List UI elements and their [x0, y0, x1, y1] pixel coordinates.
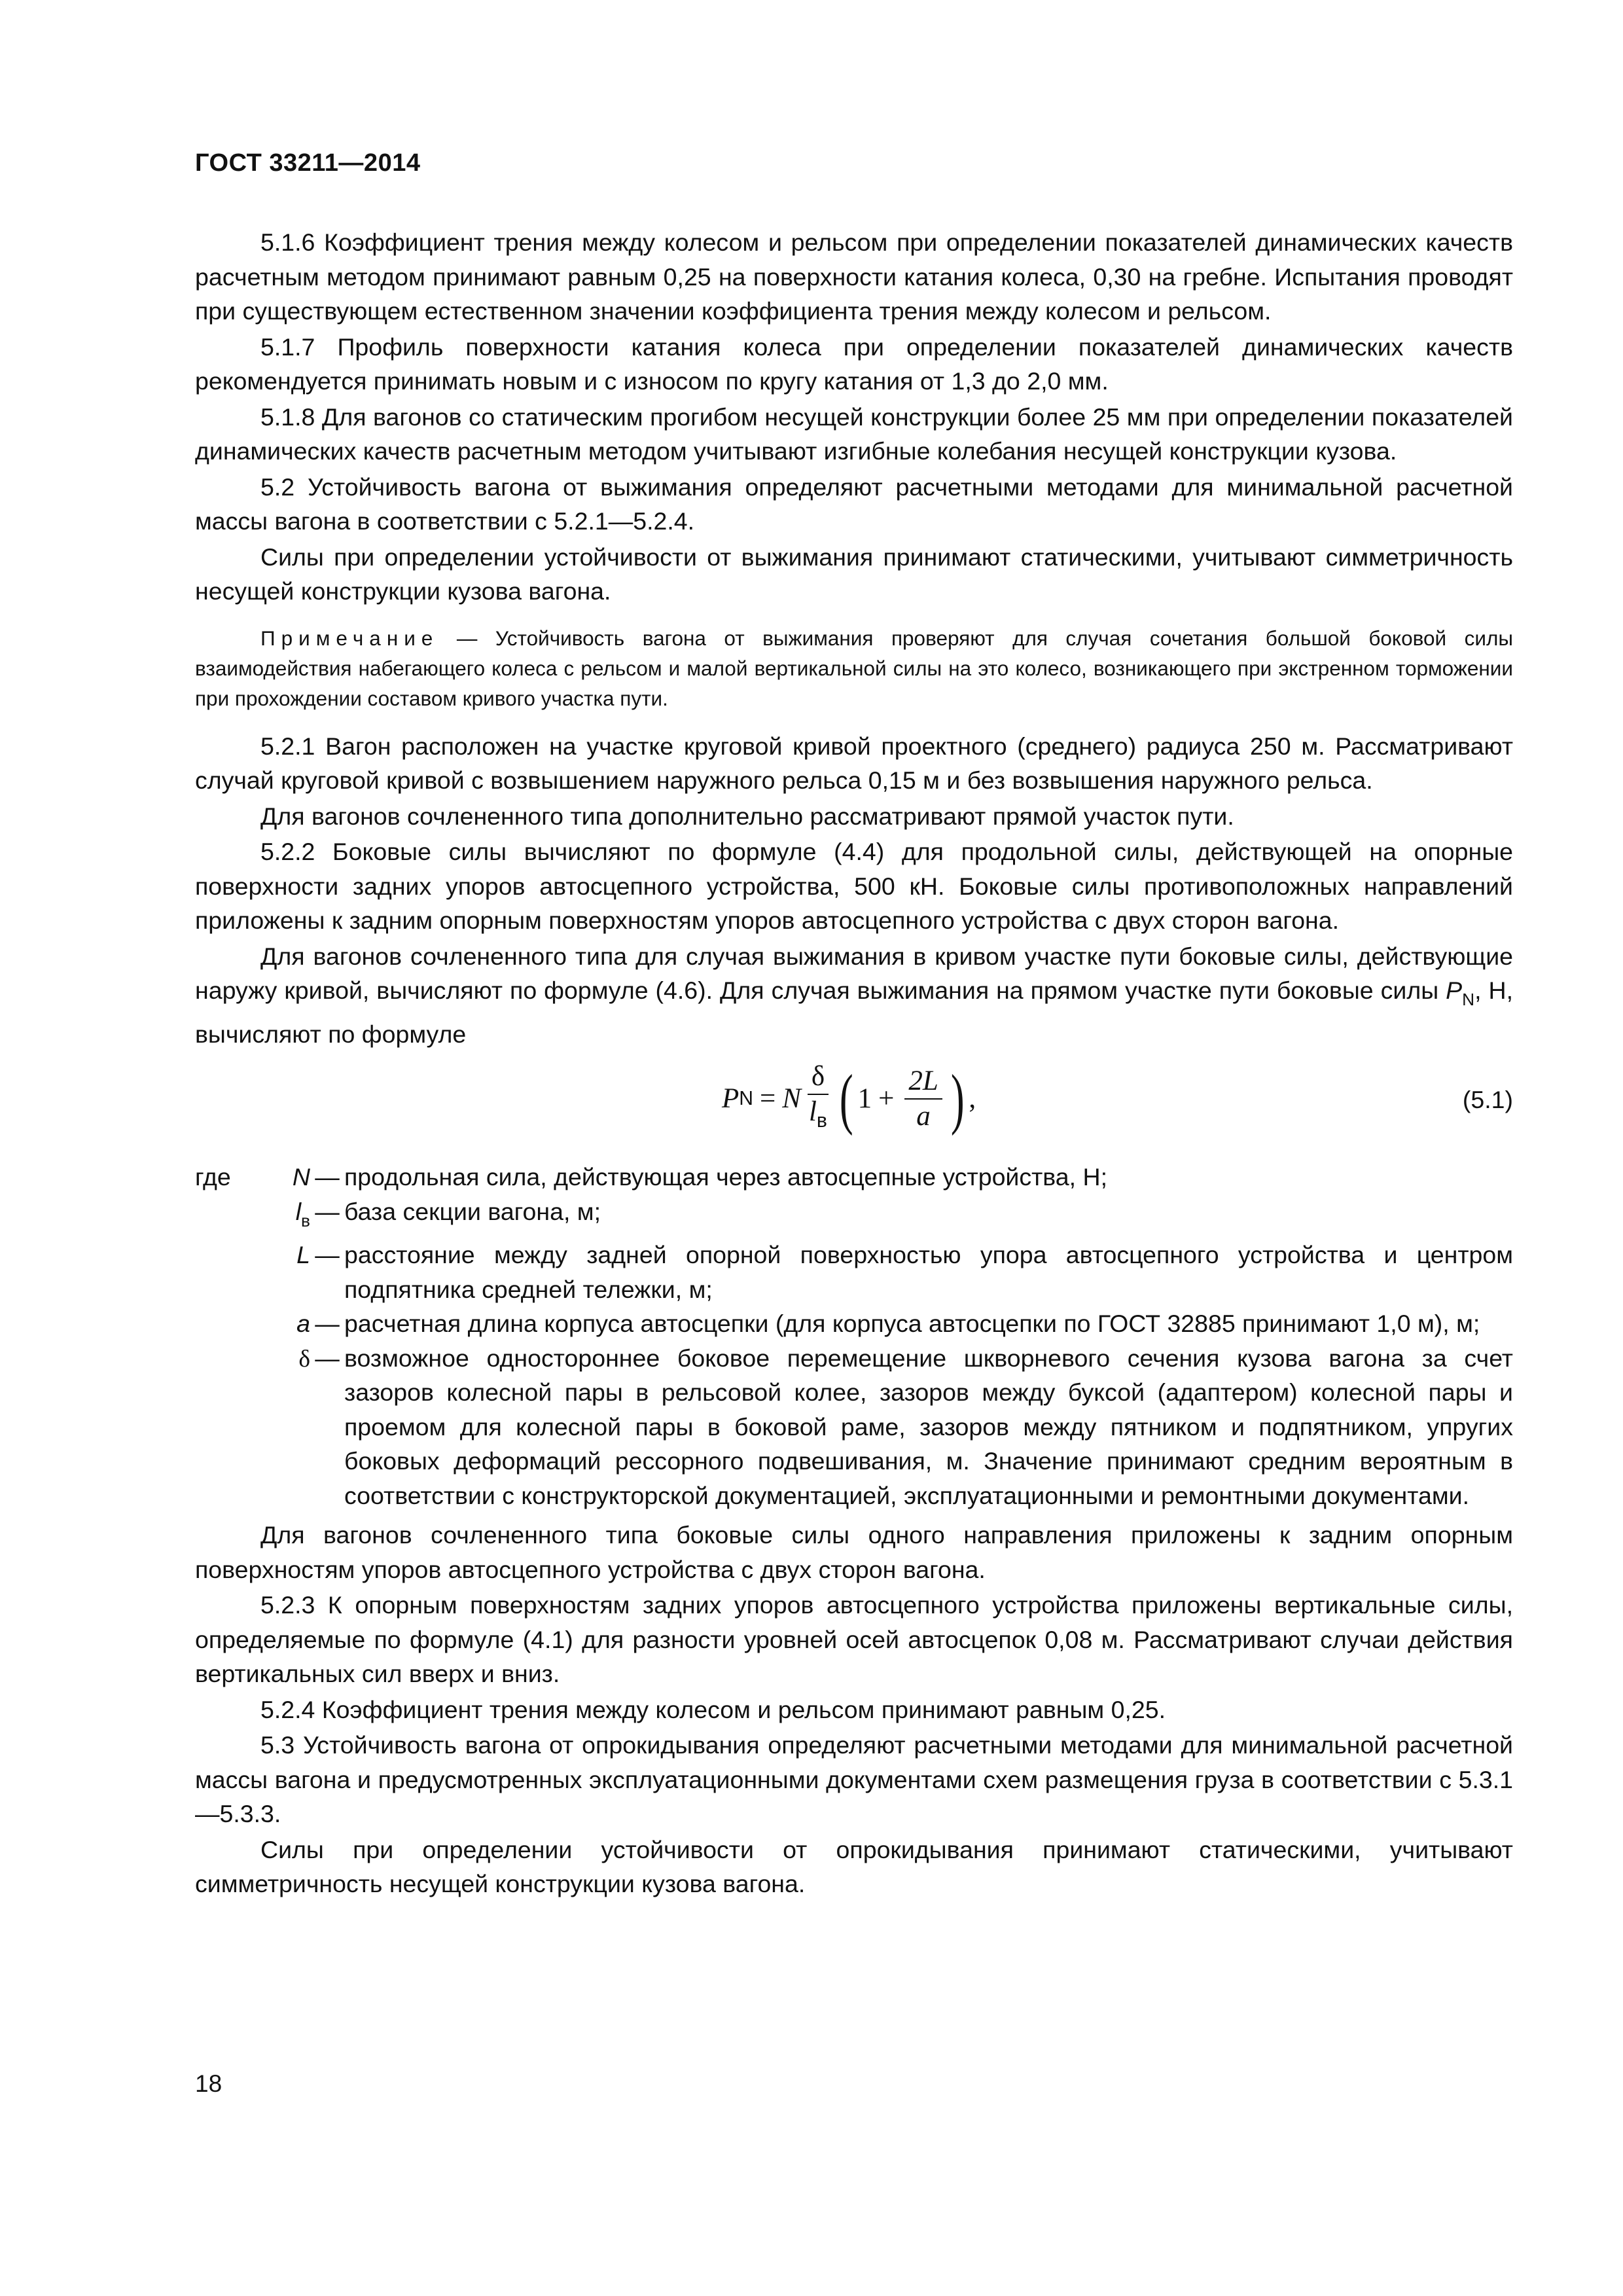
note-label: Примечание — [260, 626, 439, 650]
clause-5-1-8: 5.1.8 Для вагонов со статическим прогибом несущей конструкции более 25 мм при определении показателей динамических качеств расчетным методом учитывают изгибные колебания несущей конструкции кузова. — [195, 403, 1513, 465]
definition-item: где N — продольная сила, действующая через автосцепные устройства, Н; — [195, 1163, 1107, 1191]
clause-5-3: 5.3 Устойчивость вагона от опрокидывания определяют расчетными методами для минимальной расчетной массы вагона и предусмотренных эксплуатационными документами схем размещения груза в соответствии с 5.3.1—5.3.3. — [195, 1731, 1513, 1827]
clause-5-2-2: 5.2.2 Боковые силы вычисляют по формуле (4.4) для продольной силы, действующей на опорные поверхности задних упоров автосцепного устройства, 500 кН. Боковые силы противоположных направлений приложены к задним опорным поверхностям упоров автосцепного устройства с двух сторон вагона. — [195, 838, 1513, 934]
fraction-delta-over-l: $\frac{\delta}{l_в}$ — [805, 1061, 831, 1137]
note — [195, 623, 1513, 713]
formula-5-1 — [195, 1052, 1513, 1151]
clause-5-1-7: 5.1.7 Профиль поверхности катания колеса при определении показателей динамических качеств рекомендуется принимать новым и с износом по кругу катания от 1,3 до 2,0 мм. — [195, 332, 1513, 395]
document-header: ГОСТ 33211—2014 — [195, 149, 421, 177]
clause-5-2-3: 5.2.3 К опорным поверхностям задних упоров автосцепного устройства приложены вертикальные силы, определяемые по формуле (4.1) для разности уровней осей автосцепок 0,08 м. Рассматривают случаи действия вертикальных сил вверх и вниз. — [195, 1591, 1513, 1687]
paragraph-straight-track: Для вагонов сочлененного типа дополнительно рассматривают прямой участок пути. — [260, 802, 1234, 830]
paragraph-overturning-forces: Силы при определении устойчивости от опрокидывания принимают статическими, учитывают симметричность несущей конструкции кузова вагона. — [195, 1835, 1513, 1897]
symbol-definitions — [195, 1160, 1513, 1513]
page-number: 18 — [195, 2070, 223, 2097]
clause-5-2-1: 5.2.1 Вагон расположен на участке круговой кривой проектного (среднего) радиуса 250 м. Рассматривают случай круговой кривой с возвышением наружного рельса 0,15 м и без возвышения наружного рельса. — [195, 732, 1513, 794]
note-text: — Устойчивость вагона от выжимания проверяют для случая сочетания большой боковой силы взаимодействия набегающего колеса с рельсом и малой вертикальной силы на это колесо, возникающего при экстренном торможении при прохождении составом кривого участка пути. — [195, 626, 1513, 710]
clause-5-2-4: 5.2.4 Коэффициент трения между колесом и рельсом принимают равным 0,25. — [260, 1695, 1166, 1723]
fraction-2L-over-a: $\frac{2L}{a}$ — [904, 1066, 942, 1132]
definition-item: a — расчетная длина корпуса автосцепки (для корпуса автосцепки по ГОСТ 32885 принимают 1,0 м), м; — [296, 1310, 1480, 1337]
paragraph-articulated-cars: Для вагонов сочлененного типа для случая выжимания в кривом участке пути боковые силы, действующие наружу кривой, вычисляют по формуле (4.6). Для случая выжимания на прямом участке пути боковые силы $P_N$, Н, вычисляют по формуле — [195, 942, 1513, 1048]
definition-item: L — расстояние между задней опорной поверхностью упора автосцепного устройства и центром подпятника средней тележки, м; — [296, 1241, 1513, 1303]
paragraph-same-direction: Для вагонов сочлененного типа боковые силы одного направления приложены к задним опорным поверхностям упоров автосцепного устройства с двух сторон вагона. — [195, 1521, 1513, 1583]
document-body — [195, 225, 1513, 1903]
clause-5-2: 5.2 Устойчивость вагона от выжимания определяют расчетными методами для минимальной расчетной массы вагона в соответствии с 5.2.1—5.2.4. — [195, 473, 1513, 535]
definition-item: δ — возможное одностороннее боковое перемещение шкворневого сечения кузова вагона за счет зазоров колесной пары в рельсовой колее, зазоров между буксой (адаптером) колесной пары и проемом для колесной пары в боковой раме, зазоров между пятником и подпятником, упругих боковых деформаций рессорного подвешивания, м. Значение принимают средним вероятным в соответствии с конструкторской документацией, эксплуатационными и ремонтными документами. — [298, 1344, 1513, 1509]
clause-5-1-6: 5.1.6 Коэффициент трения между колесом и рельсом при определении показателей динамических качеств расчетным методом принимают равным 0,25 на поверхности катания колеса, 0,30 на гребне. Испытания проводят при существующем естественном значении коэффициента трения между колесом и рельсом. — [195, 228, 1513, 325]
definition-item: $l_в$ — база секции вагона, м; — [295, 1197, 601, 1230]
formula-expression: P N = N $\frac{\delta}{l_в}$ ( 1 + $\frac{2L}{a}$ ) , — [722, 1061, 976, 1136]
equation-number: (5.1) — [1462, 1086, 1513, 1113]
paragraph-static-forces: Силы при определении устойчивости от выжимания принимают статическими, учитывают симметричность несущей конструкции кузова вагона. — [195, 543, 1513, 605]
